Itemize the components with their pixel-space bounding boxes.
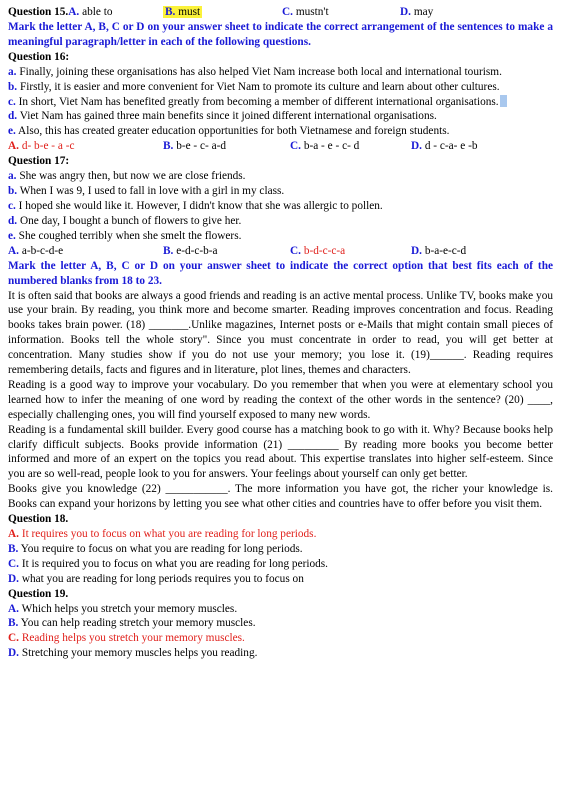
q15-row [8,5,553,20]
q17-title: Question 17: [8,155,70,168]
q18-option-c: C. It is required you to focus on what you are reading for long periods. [8,557,329,570]
q19-option-b: B. You can help reading stretch your memory muscles. [8,617,256,630]
q16-options [8,139,553,154]
q16-item-b: b. Firstly, it is easier and more convenient for Viet Nam to promote its culture and learn about other cultures. [8,80,500,93]
q17-option-c: C. b-d-c-c-a [290,244,346,257]
q16-item-d: d. Viet Nam has gained three main benefits since it joined different international organisations. [8,110,437,123]
q19-option-d: D. Stretching your memory muscles helps you reading. [8,647,258,660]
q15-option-c: C. mustn't [282,6,329,18]
q17-item-c: c. I hoped she would like it. However, I didn't know that she was allergic to pollen. [8,199,383,212]
q17-item-e: e. She coughed terribly when she smelt the flowers. [8,229,242,242]
highlighted-answer: B. must [165,6,201,18]
q18-option-a: A. It requires you to focus on what you are reading for long periods. [8,528,317,540]
q19-option-a: A. Which helps you stretch your memory muscles. [8,602,238,615]
q17-option-d: D. b-a-e-c-d [411,244,467,257]
text-cursor-icon [500,95,507,107]
passage-paragraph-1: It is often said that books are always a good friends and reading is an active mental process. Unlike TV, books make you use your brain. By reading, you think more and become smarter. Reading improves concentration and focus. Reading books takes brain power. (18) _______.Unlike magazines, Internet posts or e-Mails that might contain small pieces of information. Books tell the whole story". Since you must concentrate in order to read, you will get better at concentration. Many studies show if you do not use your memory; you lose it. (19)______. Reading requires remembering details, facts and figures and in literature, plot lines, themes and characters. [8,289,553,377]
passage-paragraph-3: Reading is a fundamental skill builder. Every good course has a matching book to go with it. Why? Because books help clarify difficult subjects. Books provide information (21) _________ By reading more books you become better informed and more of an expert on the topics you read about. This expertise translates into higher self-esteem. Since you are so well-read, people look to you for answers. Your feelings about yourself can only get better. [8,423,553,481]
q16-option-a: A. d- b-e - a -c [8,140,75,153]
q19-title: Question 19. [8,587,69,600]
q16-item-e: e. Also, this has created greater education opportunities for both Vietnamese and foreign students. [8,125,450,138]
q16-option-b: B. b-e - c- a-d [163,140,227,153]
q18-title: Question 18. [8,513,69,526]
q16-title: Question 16: [8,50,70,63]
q16-option-d: D. d - c-a- e -b [411,140,478,153]
passage-paragraph-2: Reading is a good way to improve your vocabulary. Do you remember that when you were at elementary school you learned how to infer the meaning of one word by reading the context of the other words in the sentence? (20) ____, especially challenging ones, you will find yourself exposed to many new words. [8,378,553,421]
instruction-arrangement: Mark the letter A, B, C or D on your answer sheet to indicate the correct arrangement of the sentences to make a meaningful paragraph/letter in each of the following questions. [8,21,553,48]
q16-option-c: C. b-a - e - c- d [290,140,360,153]
q17-item-a: a. She was angry then, but now we are close friends. [8,170,246,183]
q17-item-d: d. One day, I bought a bunch of flowers to give her. [8,214,242,227]
q19-option-c: C. Reading helps you stretch your memory muscles. [8,632,245,645]
q18-option-b: B. You require to focus on what you are reading for long periods. [8,542,303,555]
q15-option-b [163,5,202,20]
passage-paragraph-4: Books give you knowledge (22) ___________. The more information you have got, the richer your knowledge is. Books can expand your horizons by letting you see what other cities and countries have to offer before you visit them. [8,483,553,511]
q17-options [8,244,553,259]
q15-title: Question 15. [8,6,69,18]
q17-option-b: B. e-d-c-b-a [163,244,218,257]
q15-option-a: Question 15.A. able to [8,6,113,18]
q16-item-a: a. Finally, joining these organisations has also helped Viet Nam increase both local and international tourism. [8,65,502,78]
q17-item-b: b. When I was 9, I used to fall in love with a girl in my class. [8,185,285,198]
q18-option-d: D. what you are reading for long periods requires you to focus on [8,572,304,585]
instruction-blanks: Mark the letter A, B, C or D on your answer sheet to indicate the correct option that best fits each of the numbered blanks from 18 to 23. [8,259,553,287]
q15-option-d: D. may [400,6,434,18]
q17-option-a: A. a-b-c-d-e [8,244,64,257]
q16-item-c: c. In short, Viet Nam has benefited greatly from becoming a member of different international organisations. [8,95,553,110]
